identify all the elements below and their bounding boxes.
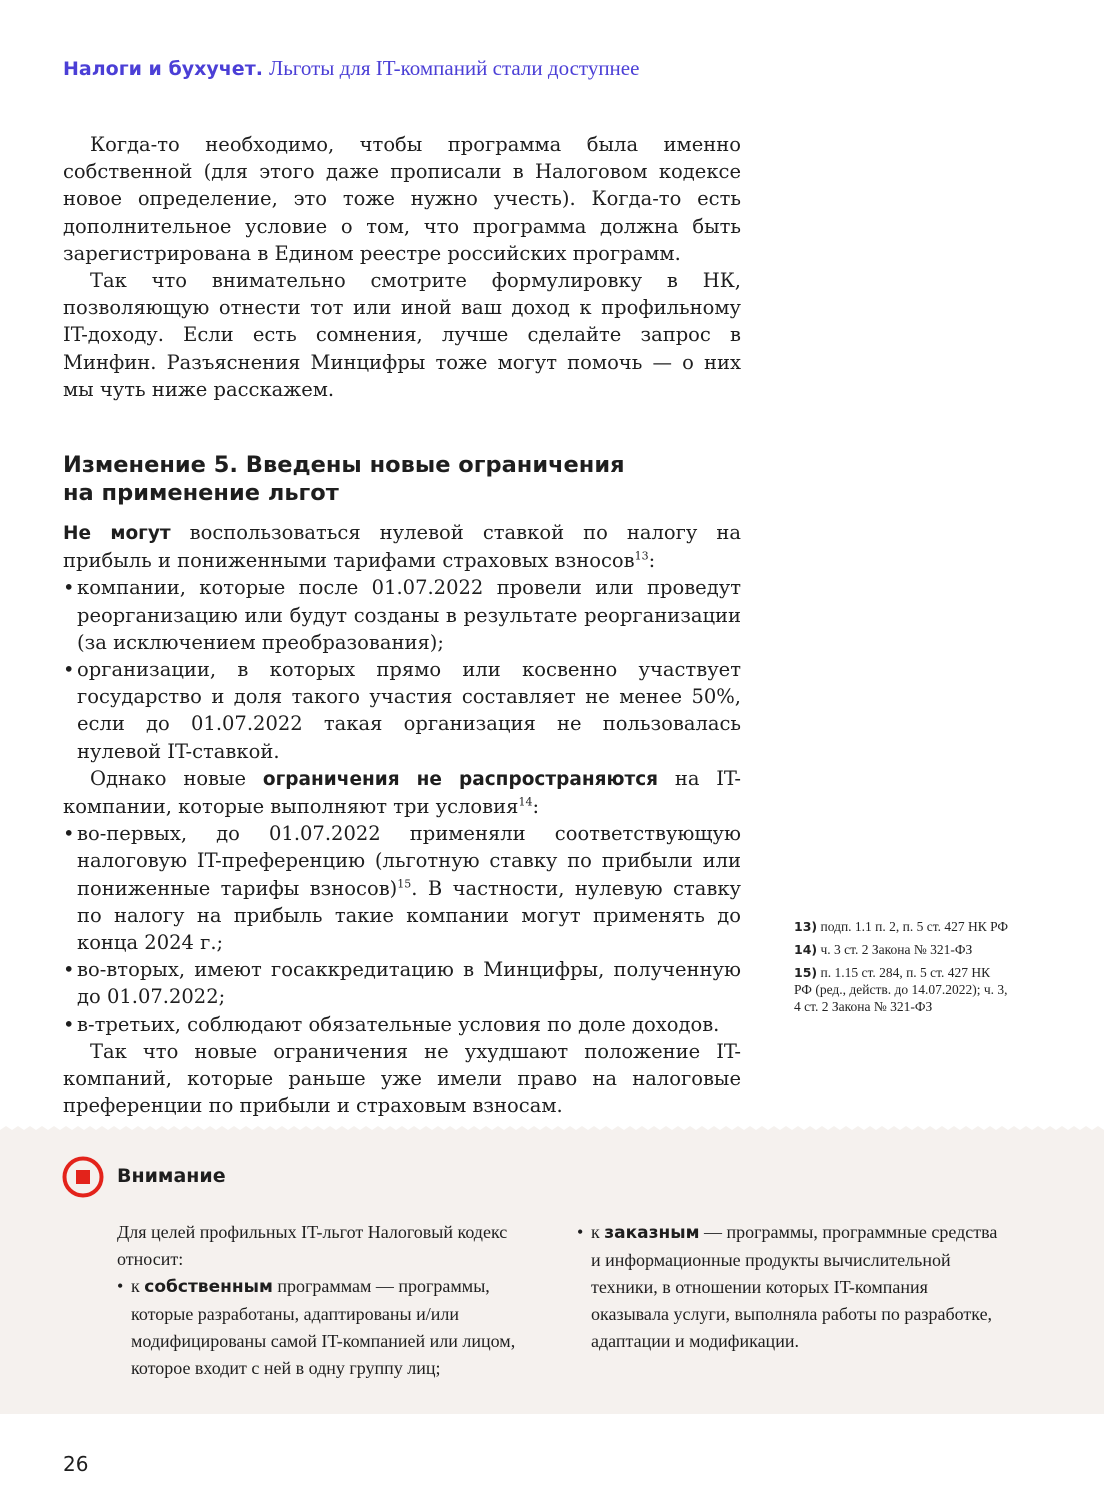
callout-item-bold: заказным (604, 1223, 700, 1243)
condition-1-text-end: . В частности, нулевую ставку по налогу на прибыль такие компании могут применять до конца 2024 г.; (77, 876, 741, 955)
footnote-13 (794, 918, 1009, 935)
footnote-text: п. 1.15 ст. 284, п. 5 ст. 427 НК РФ (ред., действ. до 14.07.2022); ч. 3, 4 ст. 2 Закона № 321-ФЗ (794, 965, 1008, 1014)
footnote-ref-15[interactable]: 15 (397, 877, 412, 891)
exception-paragraph (63, 765, 741, 820)
section-heading-line1: Изменение 5. Введены новые ограничения (63, 452, 625, 479)
callout-item-bold: собственным (144, 1277, 273, 1297)
callout-column-right (577, 1219, 1007, 1355)
footnote-ref-13[interactable]: 13 (634, 549, 649, 563)
callout-item-text: — программы, программные средства и информационные продукты вычислительной техники, в отношении которых IT-компания оказывала услуги, выполняла работы по разработке, адаптации и модификации. (591, 1222, 998, 1351)
callout-list-right (577, 1219, 1007, 1355)
exception-bold: ограничения не распространяются (262, 768, 659, 790)
callout-item-text: программам — программы, которые разработаны, адаптированы и/или модифицированы самой IT-компанией или лицом, которое входит с ней в одну группу лиц; (131, 1276, 516, 1378)
footnote-text: ч. 3 ст. 2 Закона № 321-ФЗ (817, 942, 973, 957)
footnote-14 (794, 941, 1009, 958)
footnote-text: подп. 1.1 п. 2, п. 5 ст. 427 НК РФ (817, 919, 1009, 934)
list-item (63, 820, 741, 956)
list-item (117, 1273, 547, 1382)
list-item: • во-вторых, имеют госаккредитацию в Минцифры, полученную до 01.07.2022; (63, 956, 741, 1010)
main-text (63, 131, 741, 1120)
footnote-15 (794, 964, 1009, 1015)
callout-intro: Для целей профильных IT-льгот Налоговый кодекс относит: (117, 1222, 508, 1269)
lead-bold: Не могут (63, 523, 171, 545)
lead-paragraph (63, 519, 741, 574)
callout-item-prefix: к (131, 1276, 145, 1296)
list-item: • компании, которые после 01.07.2022 провели или проведут реорганизацию или будут созданы в результате реорганизации (за исключением преобразования); (63, 574, 741, 656)
footnote-number: 15) (794, 965, 818, 980)
lead-text: воспользоваться нулевой ставкой по налогу на прибыль и пониженными тарифами страховых взносов (63, 521, 742, 573)
callout-item-prefix: к (591, 1222, 605, 1242)
footnotes (794, 918, 1009, 1021)
section-heading-line2: на применение льгот (63, 480, 339, 507)
list-item (577, 1219, 1007, 1355)
conclusion-paragraph: Так что новые ограничения не ухудшают положение IT-компаний, которые раньше уже имели право на налоговые преференции по прибыли и страховым взносам. (63, 1039, 741, 1118)
list-item: • организации, в которых прямо или косвенно участвует государство и доля такого участия составляет не менее 50%, если до 01.07.2022 такая организация не пользовалась нулевой IT-ставкой. (63, 656, 741, 765)
attention-title: Внимание (117, 1165, 226, 1187)
footnote-ref-14[interactable]: 14 (518, 795, 533, 809)
callout-list-left (117, 1273, 547, 1382)
attention-icon (62, 1156, 104, 1198)
lead-end: : (648, 549, 656, 573)
callout-zigzag-edge (0, 1125, 1104, 1133)
condition-1-text: во-первых, до 01.07.2022 применяли соответствующую налоговую IT-преференцию (льготную ставку по прибыли или пониженные тарифы взносов) (77, 822, 741, 900)
footnote-number: 14) (794, 942, 818, 957)
exception-text: на IT-компании, которые выполняют три условия (63, 766, 742, 819)
list-item: • в-третьих, соблюдают обязательные условия по доле доходов. (63, 1011, 741, 1038)
exception-text-start: Однако новые (90, 766, 263, 790)
callout-column-left (117, 1219, 547, 1382)
page-number: 26 (63, 1452, 89, 1476)
intro-paragraph-1: Когда-то необходимо, чтобы программа была именно собственной (для этого даже прописали в Налоговом кодексе новое определение, это тоже нужно учесть). Когда-то есть дополнительное условие о том, что программа должна быть зарегистрирована в Едином реестре российских программ. (63, 133, 741, 265)
conditions-list (63, 820, 741, 1038)
restriction-list (63, 574, 741, 764)
intro-paragraph-2: Так что внимательно смотрите формулировку в НК, позволяющую отнести тот или иной ваш доход к профильному IT-доходу. Если есть сомнения, лучше сделайте запрос в Минфин. Разъяснения Минцифры тоже могут помочь — о них мы чуть ниже расскажем. (63, 269, 741, 401)
section-heading (63, 451, 741, 507)
running-header (63, 56, 1063, 81)
exception-end: : (532, 795, 540, 819)
header-title: Льготы для IT-компаний стали доступнее (268, 56, 640, 80)
footnote-number: 13) (794, 919, 818, 934)
header-section: Налоги и бухучет. (63, 58, 263, 80)
